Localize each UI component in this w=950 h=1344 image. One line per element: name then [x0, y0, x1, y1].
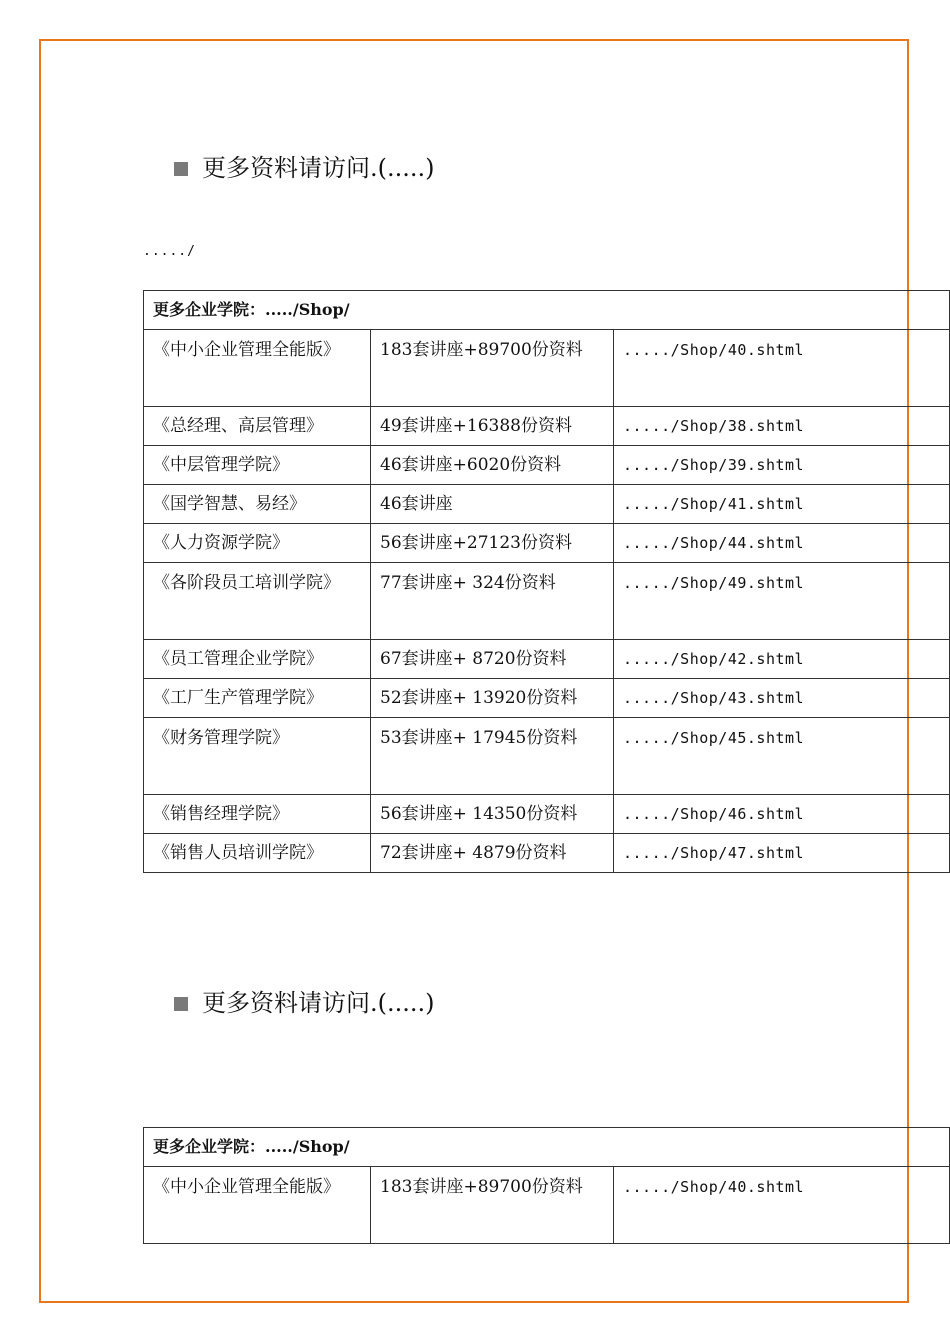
course-count: 67套讲座+ 8720份资料: [371, 640, 614, 679]
course-count: 52套讲座+ 13920份资料: [371, 679, 614, 718]
course-count: 49套讲座+16388份资料: [371, 407, 614, 446]
table-row: [144, 330, 950, 407]
url-line: ...../: [143, 244, 196, 259]
table-row: [144, 834, 950, 873]
square-bullet-icon: [174, 997, 188, 1011]
course-count: 46套讲座+6020份资料: [371, 446, 614, 485]
course-title: 《销售经理学院》: [144, 795, 371, 834]
table-row: [144, 446, 950, 485]
square-bullet-icon: [174, 162, 188, 176]
table-row: [144, 485, 950, 524]
course-title: 《中小企业管理全能版》: [144, 330, 371, 407]
course-title: 《员工管理企业学院》: [144, 640, 371, 679]
course-link[interactable]: ...../Shop/46.shtml: [614, 795, 950, 834]
course-table: [143, 290, 950, 873]
course-count: 183套讲座+89700份资料: [371, 1167, 614, 1244]
course-link[interactable]: ...../Shop/40.shtml: [614, 330, 950, 407]
course-title: 《财务管理学院》: [144, 718, 371, 795]
visit-heading-text: 更多资料请访问.(.....): [202, 989, 435, 1017]
course-link[interactable]: ...../Shop/43.shtml: [614, 679, 950, 718]
course-link[interactable]: ...../Shop/41.shtml: [614, 485, 950, 524]
course-link[interactable]: ...../Shop/39.shtml: [614, 446, 950, 485]
table-row: [144, 407, 950, 446]
table-row: [144, 1167, 950, 1244]
table-row: [144, 795, 950, 834]
course-count: 72套讲座+ 4879份资料: [371, 834, 614, 873]
course-link[interactable]: ...../Shop/38.shtml: [614, 407, 950, 446]
course-title: 《人力资源学院》: [144, 524, 371, 563]
course-link[interactable]: ...../Shop/40.shtml: [614, 1167, 950, 1244]
table-header: 更多企业学院：...../Shop/: [144, 291, 950, 330]
course-count: 56套讲座+ 14350份资料: [371, 795, 614, 834]
course-link[interactable]: ...../Shop/45.shtml: [614, 718, 950, 795]
course-count: 56套讲座+27123份资料: [371, 524, 614, 563]
table-header: 更多企业学院：...../Shop/: [144, 1128, 950, 1167]
course-link[interactable]: ...../Shop/49.shtml: [614, 563, 950, 640]
course-title: 《中层管理学院》: [144, 446, 371, 485]
visit-heading: [174, 987, 435, 1019]
course-title: 《国学智慧、易经》: [144, 485, 371, 524]
course-count: 77套讲座+ 324份资料: [371, 563, 614, 640]
table-row: [144, 640, 950, 679]
course-link[interactable]: ...../Shop/42.shtml: [614, 640, 950, 679]
course-title: 《各阶段员工培训学院》: [144, 563, 371, 640]
table-row: [144, 524, 950, 563]
course-count: 183套讲座+89700份资料: [371, 330, 614, 407]
course-count: 53套讲座+ 17945份资料: [371, 718, 614, 795]
course-link[interactable]: ...../Shop/47.shtml: [614, 834, 950, 873]
table-row: [144, 563, 950, 640]
visit-heading-text: 更多资料请访问.(.....): [202, 154, 435, 182]
course-table: [143, 1127, 950, 1244]
visit-heading: [174, 152, 435, 184]
table-row: [144, 679, 950, 718]
course-title: 《总经理、高层管理》: [144, 407, 371, 446]
course-count: 46套讲座: [371, 485, 614, 524]
course-title: 《中小企业管理全能版》: [144, 1167, 371, 1244]
course-title: 《工厂生产管理学院》: [144, 679, 371, 718]
course-title: 《销售人员培训学院》: [144, 834, 371, 873]
course-link[interactable]: ...../Shop/44.shtml: [614, 524, 950, 563]
table-row: [144, 718, 950, 795]
